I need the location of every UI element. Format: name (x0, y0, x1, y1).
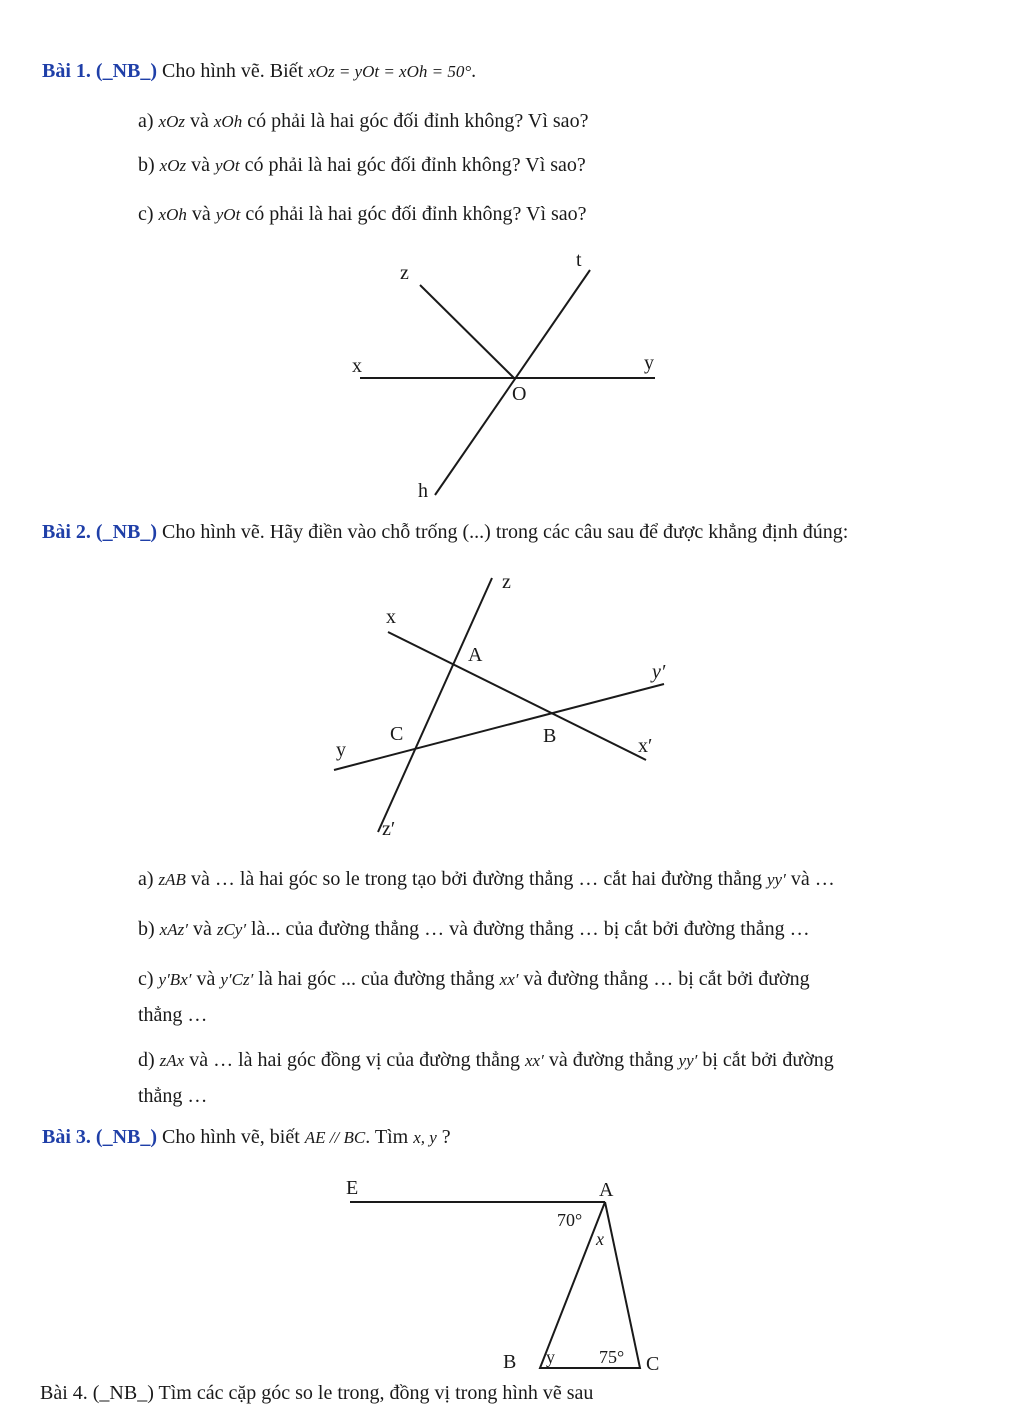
exercise-2-item-d: d) zAx và … là hai góc đồng vị của đường thẳng xx′ và đường thẳng yy′ bị cắt bởi đường (138, 1049, 834, 1071)
exercise-2-item-d-cont: thẳng … (138, 1085, 208, 1107)
exercise-4-cutoff-line: Bài 4. (_NB_) Tìm các cặp góc so le trong, đồng vị trong hình vẽ sau (40, 1382, 594, 1404)
label-B: B (543, 725, 557, 747)
label-x-prime: x′ (638, 735, 653, 757)
exercise-1-label: Bài 1. (42, 60, 91, 82)
exercise-2-item-a: a) zAB và … là hai góc so le trong tạo bởi đường thẳng … cắt hai đường thẳng yy′ và … (138, 868, 835, 890)
exercise-3-text: Cho hình vẽ, biết (162, 1126, 300, 1148)
exercise-1-heading: Bài 1. (_NB_) Cho hình vẽ. Biết xOz = yOt = xOh = 50°. (42, 60, 477, 82)
label-A: A (599, 1179, 614, 1201)
exercise-1-tag: (_NB_) (95, 60, 158, 82)
label-B: B (503, 1351, 517, 1373)
exercise-2-text: Cho hình vẽ. Hãy điền vào chỗ trống (...) trong các câu sau để được khẳng định đúng: (162, 521, 849, 543)
exercise-1-item-a: a) xOz và xOh có phải là hai góc đối đỉnh không? Vì sao? (138, 110, 589, 132)
label-C: C (646, 1353, 660, 1375)
exercise-2-item-b: b) xAz′ và zCy′ là... của đường thẳng … và đường thẳng … bị cắt bởi đường thẳng … (138, 918, 810, 940)
exercise-1-item-c: c) xOh và yOt có phải là hai góc đối đỉnh không? Vì sao? (138, 203, 587, 225)
label-y: y (644, 352, 654, 374)
exercise-3-label: Bài 3. (42, 1126, 91, 1148)
label-C: C (390, 723, 404, 745)
label-y: y (336, 739, 346, 761)
label-y-prime: y′ (652, 661, 666, 683)
label-O: O (512, 383, 527, 405)
exercise-2-item-c: c) y′Bx′ và y′Cz′ là hai góc ... của đường thẳng xx′ và đường thẳng … bị cắt bởi đường (138, 968, 810, 990)
angle-y: y (546, 1347, 555, 1367)
label-x: x (386, 606, 396, 628)
label-z: z (400, 262, 409, 284)
exercise-3-heading: Bài 3. (_NB_) Cho hình vẽ, biết AE // BC. Tìm x, y ? (42, 1126, 451, 1148)
label-x: x (352, 355, 362, 377)
label-t: t (576, 249, 582, 271)
exercise-2-item-c-cont: thẳng … (138, 1004, 208, 1026)
angle-x: x (596, 1229, 604, 1249)
label-A: A (468, 644, 483, 666)
exercise-2-tag: (_NB_) (95, 521, 158, 543)
label-z: z (502, 571, 511, 593)
angle-A-70: 70° (557, 1210, 583, 1230)
exercise-1-item-b: b) xOz và yOt có phải là hai góc đối đỉnh không? Vì sao? (138, 154, 586, 176)
exercise-1-math: xOz = yOt = xOh = 50° (308, 62, 472, 81)
triangle-ABC (540, 1202, 640, 1368)
label-z-prime: z′ (382, 818, 396, 840)
label-E: E (346, 1177, 359, 1199)
exercise-3-tag: (_NB_) (95, 1126, 158, 1148)
angle-C-75: 75° (599, 1347, 625, 1367)
exercise-2-label: Bài 2. (42, 521, 91, 543)
exercise-1-text: Cho hình vẽ. Biết (162, 60, 304, 82)
label-h: h (418, 480, 428, 502)
